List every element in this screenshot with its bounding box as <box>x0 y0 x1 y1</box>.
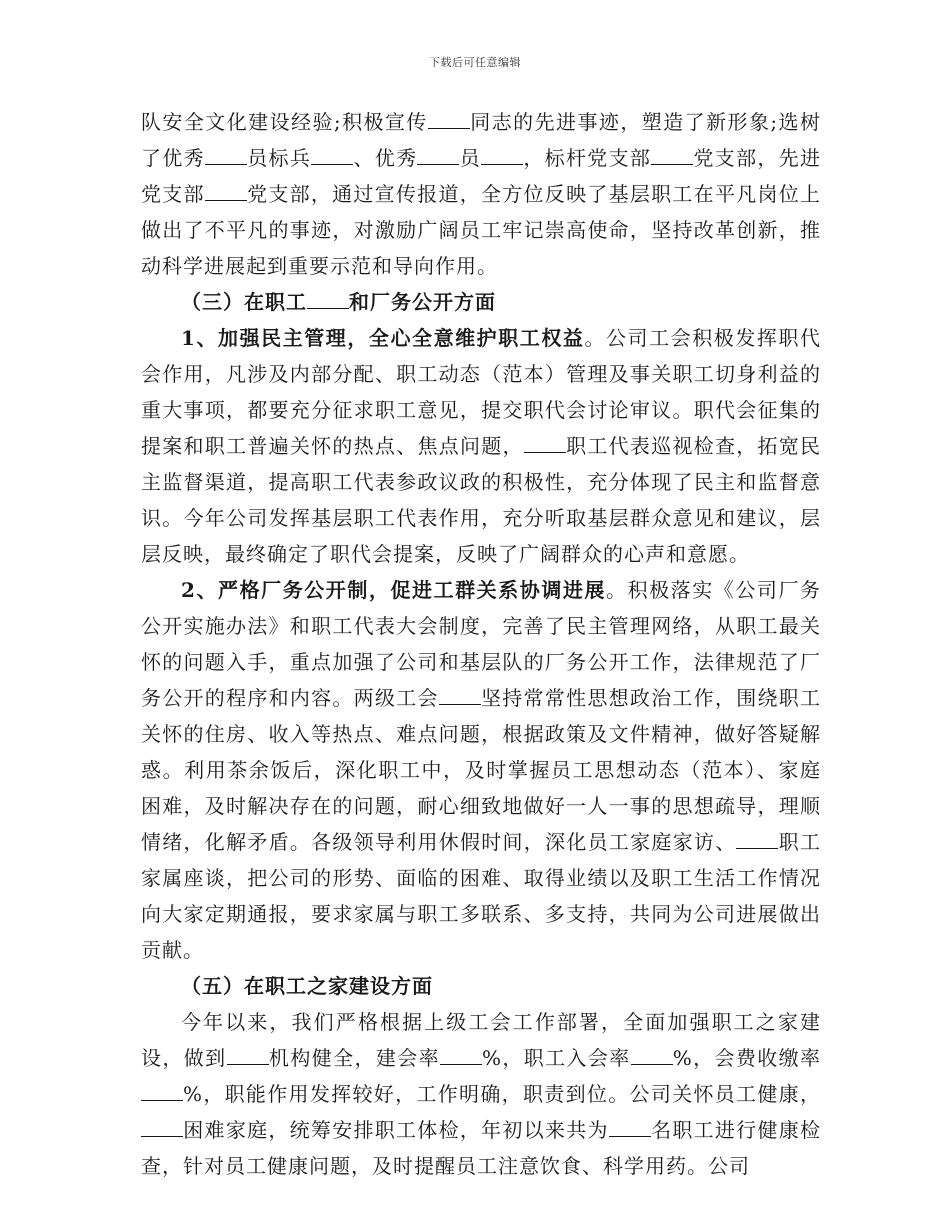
fill-blank <box>141 1082 183 1101</box>
fill-blank <box>524 434 566 453</box>
fill-blank <box>417 146 459 165</box>
paragraph-lead: 1、加强民主管理，全心全意维护职工权益 <box>181 326 585 350</box>
text-run: 困难家庭，统筹安排职工体检，年初以来共为 <box>183 1118 609 1142</box>
paragraph-workers-home <box>141 1004 821 1184</box>
text-run: 职工家属座谈，把公司的形势、面临的困难、取得业绩以及职工生活工作情况向大家定期通报，要求家属与职工多联系、多支持，共同为公司进展做出贡献。 <box>141 830 822 962</box>
text-run: 党支部，通过宣传报道，全方位反映了基层职工在平凡岗位上做出了不平凡的事迹，对激励广阔员工牢记崇高使命，坚持改革创新，推动科学进展起到重要示范和导向作用。 <box>141 182 822 278</box>
fill-blank <box>481 146 523 165</box>
text-run: 员标兵 <box>246 146 312 170</box>
text-run: 机构健全，建会率 <box>268 1046 440 1070</box>
section-heading-3 <box>141 284 821 320</box>
page-header-note: 下载后可任意编辑 <box>429 56 521 69</box>
text-run: %，职工入会率 <box>482 1046 631 1070</box>
text-run: 。公司工会积极发挥职代会作用，凡涉及内部分配、职工动态（范本）管理及事关职工切身利益的重大事项，都要充分征求职工意见，提交职代会讨论审议。职代会征集的提案和职工普遍关怀的热点、焦点问题， <box>141 326 821 458</box>
heading-text: 和厂务公开方面 <box>349 290 496 314</box>
text-run: 名职工进行健康检查，针对员工健康问题，及时提醒员工注意饮食、科学用药。公司 <box>141 1118 822 1178</box>
paragraph-factory-affairs <box>141 572 821 968</box>
fill-blank <box>651 146 693 165</box>
fill-blank <box>440 1046 482 1065</box>
fill-blank <box>205 182 247 201</box>
text-run: ，标杆党支部 <box>523 146 652 170</box>
paragraph-publicity <box>141 104 821 284</box>
paragraph-lead: 2、严格厂务公开制，促进工群关系协调进展 <box>181 578 607 602</box>
text-run: 。积极落实《公司厂务公开实施办法》和职工代表大会制度，完善了民主管理网络，从职工最关怀的问题入手，重点加强了公司和基层队的厂务公开工作，法律规范了厂务公开的程序和内容。两级工会 <box>141 578 822 710</box>
text-run: 员 <box>459 146 482 170</box>
text-run: 队安全文化建设经验;积极宣传 <box>141 110 428 134</box>
fill-blank <box>141 1118 183 1137</box>
section-heading-5: （五）在职工之家建设方面 <box>181 974 433 998</box>
fill-blank <box>736 830 778 849</box>
text-run: 、优秀 <box>353 146 418 170</box>
fill-blank <box>205 146 247 165</box>
text-run: 今年以来，我们严格根据上级工会工作部署，全面加强职工之家建设，做到 <box>141 1010 821 1070</box>
text-run: 职工代表巡视检查，拓宽民主监督渠道，提高职工代表参政议政的积极性，充分体现了民主和监督意识。今年公司发挥基层职工代表作用，充分听取基层群众意见和建议，层层反映，最终确定了职代会提案，反映了广阔群众的心声和意愿。 <box>141 434 822 566</box>
paragraph-democratic-management <box>141 320 821 572</box>
fill-blank <box>439 686 481 705</box>
fill-blank <box>631 1046 673 1065</box>
fill-blank <box>609 1118 651 1137</box>
fill-blank <box>428 110 470 129</box>
text-run: %，会费收缴率 <box>672 1046 822 1070</box>
fill-blank <box>311 146 353 165</box>
text-run: 坚持常常性思想政治工作，围绕职工关怀的住房、收入等热点、难点问题，根据政策及文件精神，做好答疑解惑。利用茶余饭后，深化职工中，及时掌握员工思想动态（范本）、家庭困难，及时解决存在的问题，耐心细致地做好一人一事的思想疏导，理顺情绪，化解矛盾。各级领导利用休假时间，深化员工家庭家访、 <box>141 686 822 854</box>
text-run: 同志的先进事迹，塑造了新形象;选树了优秀 <box>141 110 821 170</box>
text-run: %，职能作用发挥较好，工作明确，职责到位。公司关怀员工健康， <box>183 1082 821 1106</box>
fill-blank <box>307 290 349 309</box>
fill-blank <box>227 1046 269 1065</box>
heading-text: （三）在职工 <box>181 290 307 314</box>
text-run: 党支部，先进党支部 <box>141 146 822 206</box>
document-body <box>141 104 821 1184</box>
